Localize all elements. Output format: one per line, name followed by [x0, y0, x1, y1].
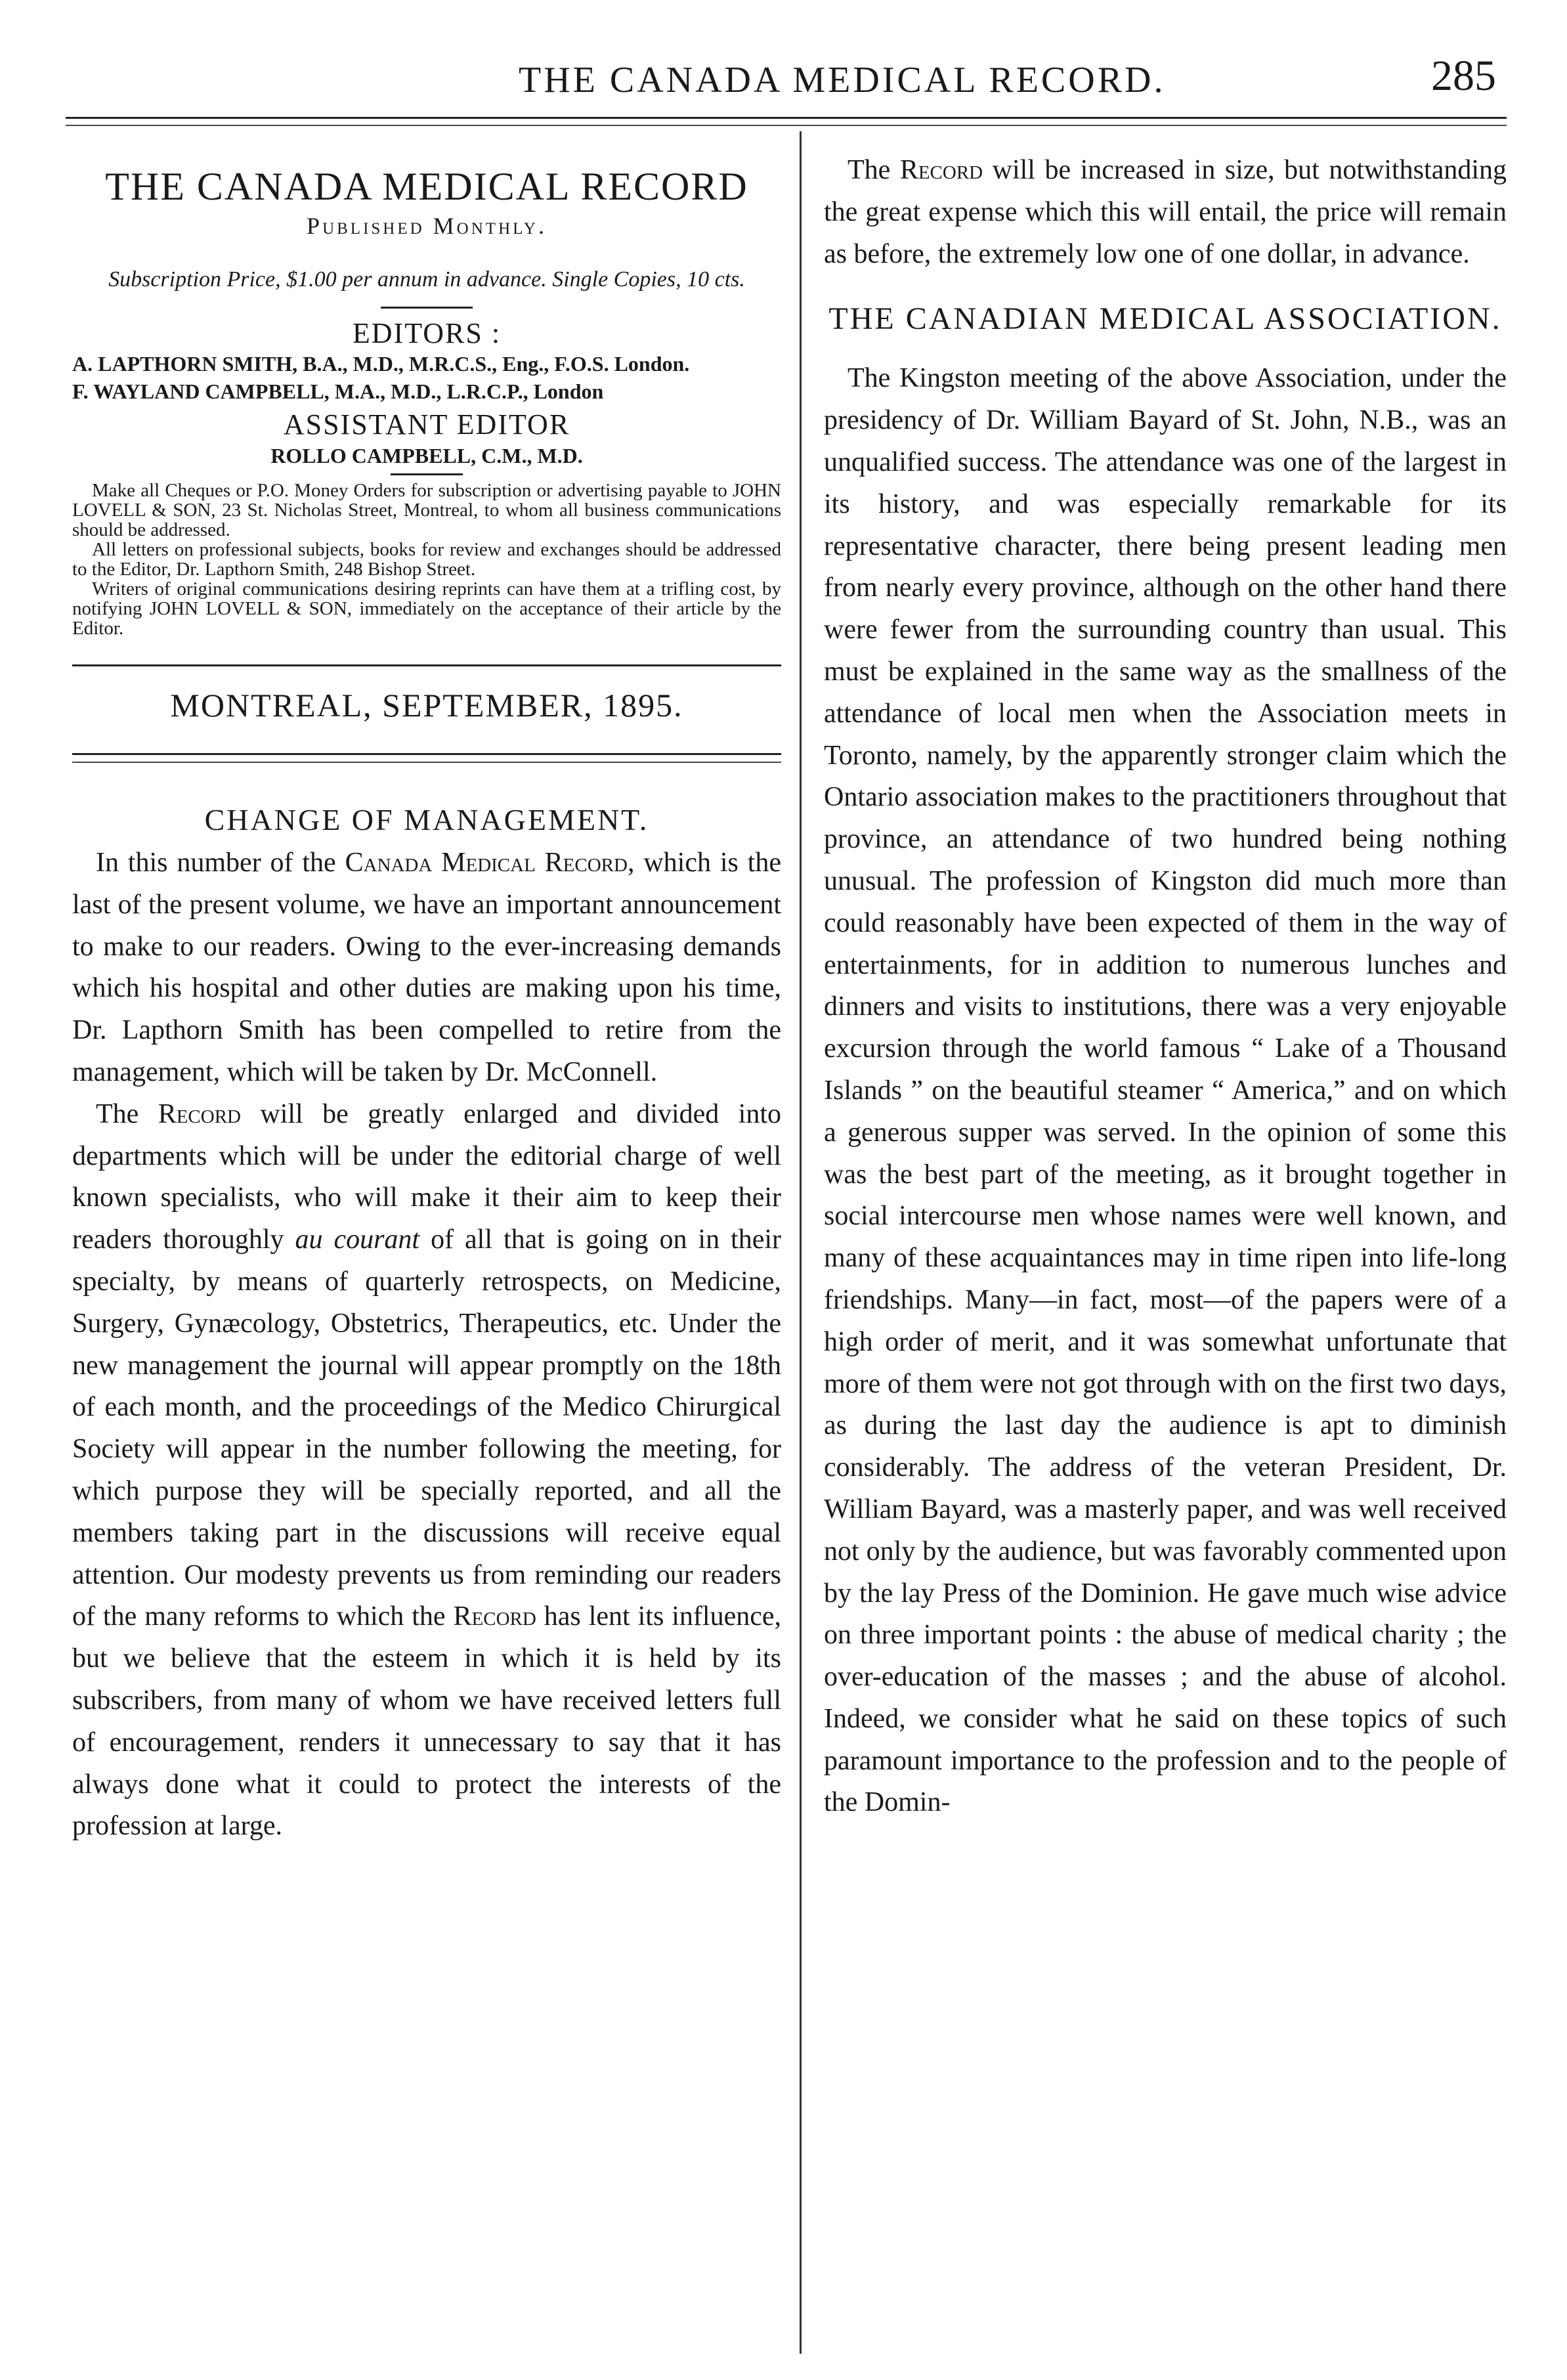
- header-rule: [66, 117, 1507, 119]
- editors-heading: EDITORS :: [352, 317, 502, 349]
- article-heading: CHANGE OF MANAGEMENT.: [204, 803, 649, 836]
- right-column: [824, 150, 1507, 1824]
- article-body: [824, 358, 1507, 1824]
- header-rule: [66, 125, 1507, 126]
- page-number: 285: [1431, 52, 1496, 100]
- article-body: [72, 842, 781, 1848]
- editor-2: F. WAYLAND CAMPBELL, M.A., M.D., L.R.C.P., London: [72, 379, 604, 403]
- article-paragraph: The Kingston meeting of the above Association, under the presidency of Dr. William Bayard of St. John, N.B., was an unqualified success. The attendance was one of the largest in its history, and was especially remarkable for its representative character, there being present leading men from nearly every province, although on the other hand there were fewer from the surrounding country than usual. This must be explained in the same way as the smallness of the attendance of local men when the Association meets in Toronto, namely, by the apparently stronger claim which the Ontario association makes to the practitioners throughout that province, an attendance of two hundred being nothing unusual. The profession of Kingston did much more than could reasonably have been expected of them in the way of entertainments, for in addition to numerous lunches and dinners and visits to institutions, there was a very enjoyable excursion through the world famous “ Lake of a Thousand Islands ” on the beautiful steamer “ America,” and on which a generous supper was served. In the opinion of some this was the best part of the meeting, as it brought together in social intercourse men whose names were well known, and many of these acquaintances may in time ripen into life-long friendships. Many—in fact, most—of the papers were of a high order of merit, and it was somewhat unfortunate that more of them were not got through with on the first two days, as during the last day the audience is apt to diminish considerably. The address of the veteran President, Dr. William Bayard, was a masterly paper, and was well received not only by the audience, but was favorably commented upon by the lay Press of the Dominion. He gave much wise advice on three important points : the abuse of medical charity ; the over-education of the masses ; and the abuse of alcohol. Indeed, we consider what he said on these topics of such paramount importance to the profession and to the people of the Domin-: [824, 363, 1507, 1818]
- article-paragraph: The Record will be greatly enlarged and divided into departments which will be under the editorial charge of well known specialists, who will make it their aim to keep their readers thoroughly au courant of all that is going on in their specialty, by means of quarterly retrospects, on Medicine, Surgery, Gynæcology, Obstetrics, Therapeutics, etc. Under the new management the journal will appear promptly on the 18th of each month, and the proceedings of the Medico Chirurgical Society will appear in the number following the meeting, for which purpose they will be specially reported, and all the members taking part in the discussions will receive equal attention. Our modesty prevents us from reminding our readers of the many reforms to which the Record has lent its influence, but we believe that the esteem in which it is held by its subscribers, from many of whom we have received letters full of encouragement, renders it unnecessary to say that it has always done what it could to protect the interests of the profession at large.: [72, 1098, 782, 1842]
- notice-paragraph: Writers of original communications desiring reprints can have them at a trifling cost, by notifying JOHN LOVELL & SON, immediately on the acceptance of their article by the Editor.: [72, 578, 781, 639]
- masthead-subtitle: Published Monthly.: [307, 213, 547, 239]
- running-head-title: THE CANADA MEDICAL RECORD.: [519, 60, 1166, 100]
- column-divider: [800, 131, 802, 2354]
- article-heading: THE CANADIAN MEDICAL ASSOCIATION.: [828, 301, 1502, 337]
- article-body-continued: [824, 150, 1507, 275]
- dateline: MONTREAL, SEPTEMBER, 1895.: [170, 687, 683, 724]
- notices: [72, 481, 781, 638]
- left-column: [72, 151, 781, 1848]
- section-rule: [72, 664, 781, 666]
- divider: [381, 307, 473, 309]
- article-paragraph: The Record will be increased in size, but notwithstanding the great expense which this will entail, the price will remain as before, the extremely low one of one dollar, in advance.: [824, 155, 1507, 269]
- editor-1: A. LAPTHORN SMITH, B.A., M.D., M.R.C.S., Eng., F.O.S. London.: [72, 352, 690, 376]
- assistant-editor-name: ROLLO CAMPBELL, C.M., M.D.: [270, 444, 583, 467]
- masthead-title: THE CANADA MEDICAL RECORD: [105, 165, 748, 208]
- assistant-editor-heading: ASSISTANT EDITOR: [283, 408, 570, 441]
- subscription-price: Subscription Price, $1.00 per annum in advance. Single Copies, 10 cts.: [108, 267, 745, 292]
- notice-paragraph: Make all Cheques or P.O. Money Orders for subscription or advertising payable to JOHN LOVELL & SON, 23 St. Nicholas Street, Montreal, to whom all business communications should be addressed.: [72, 480, 781, 540]
- section-rule: [72, 753, 781, 755]
- article-paragraph: In this number of the Canada Medical Record, which is the last of the present volume, we have an important announcement to make to our readers. Owing to the ever-increasing demands which his hospital and other duties are making upon his time, Dr. Lapthorn Smith has been compelled to retire from the management, which will be taken by Dr. McConnell.: [72, 848, 782, 1087]
- notice-paragraph: All letters on professional subjects, books for review and exchanges should be addressed to the Editor, Dr. Lapthorn Smith, 248 Bishop Street.: [72, 539, 781, 580]
- divider: [391, 473, 463, 475]
- section-rule: [72, 762, 781, 763]
- running-head: [0, 46, 1567, 105]
